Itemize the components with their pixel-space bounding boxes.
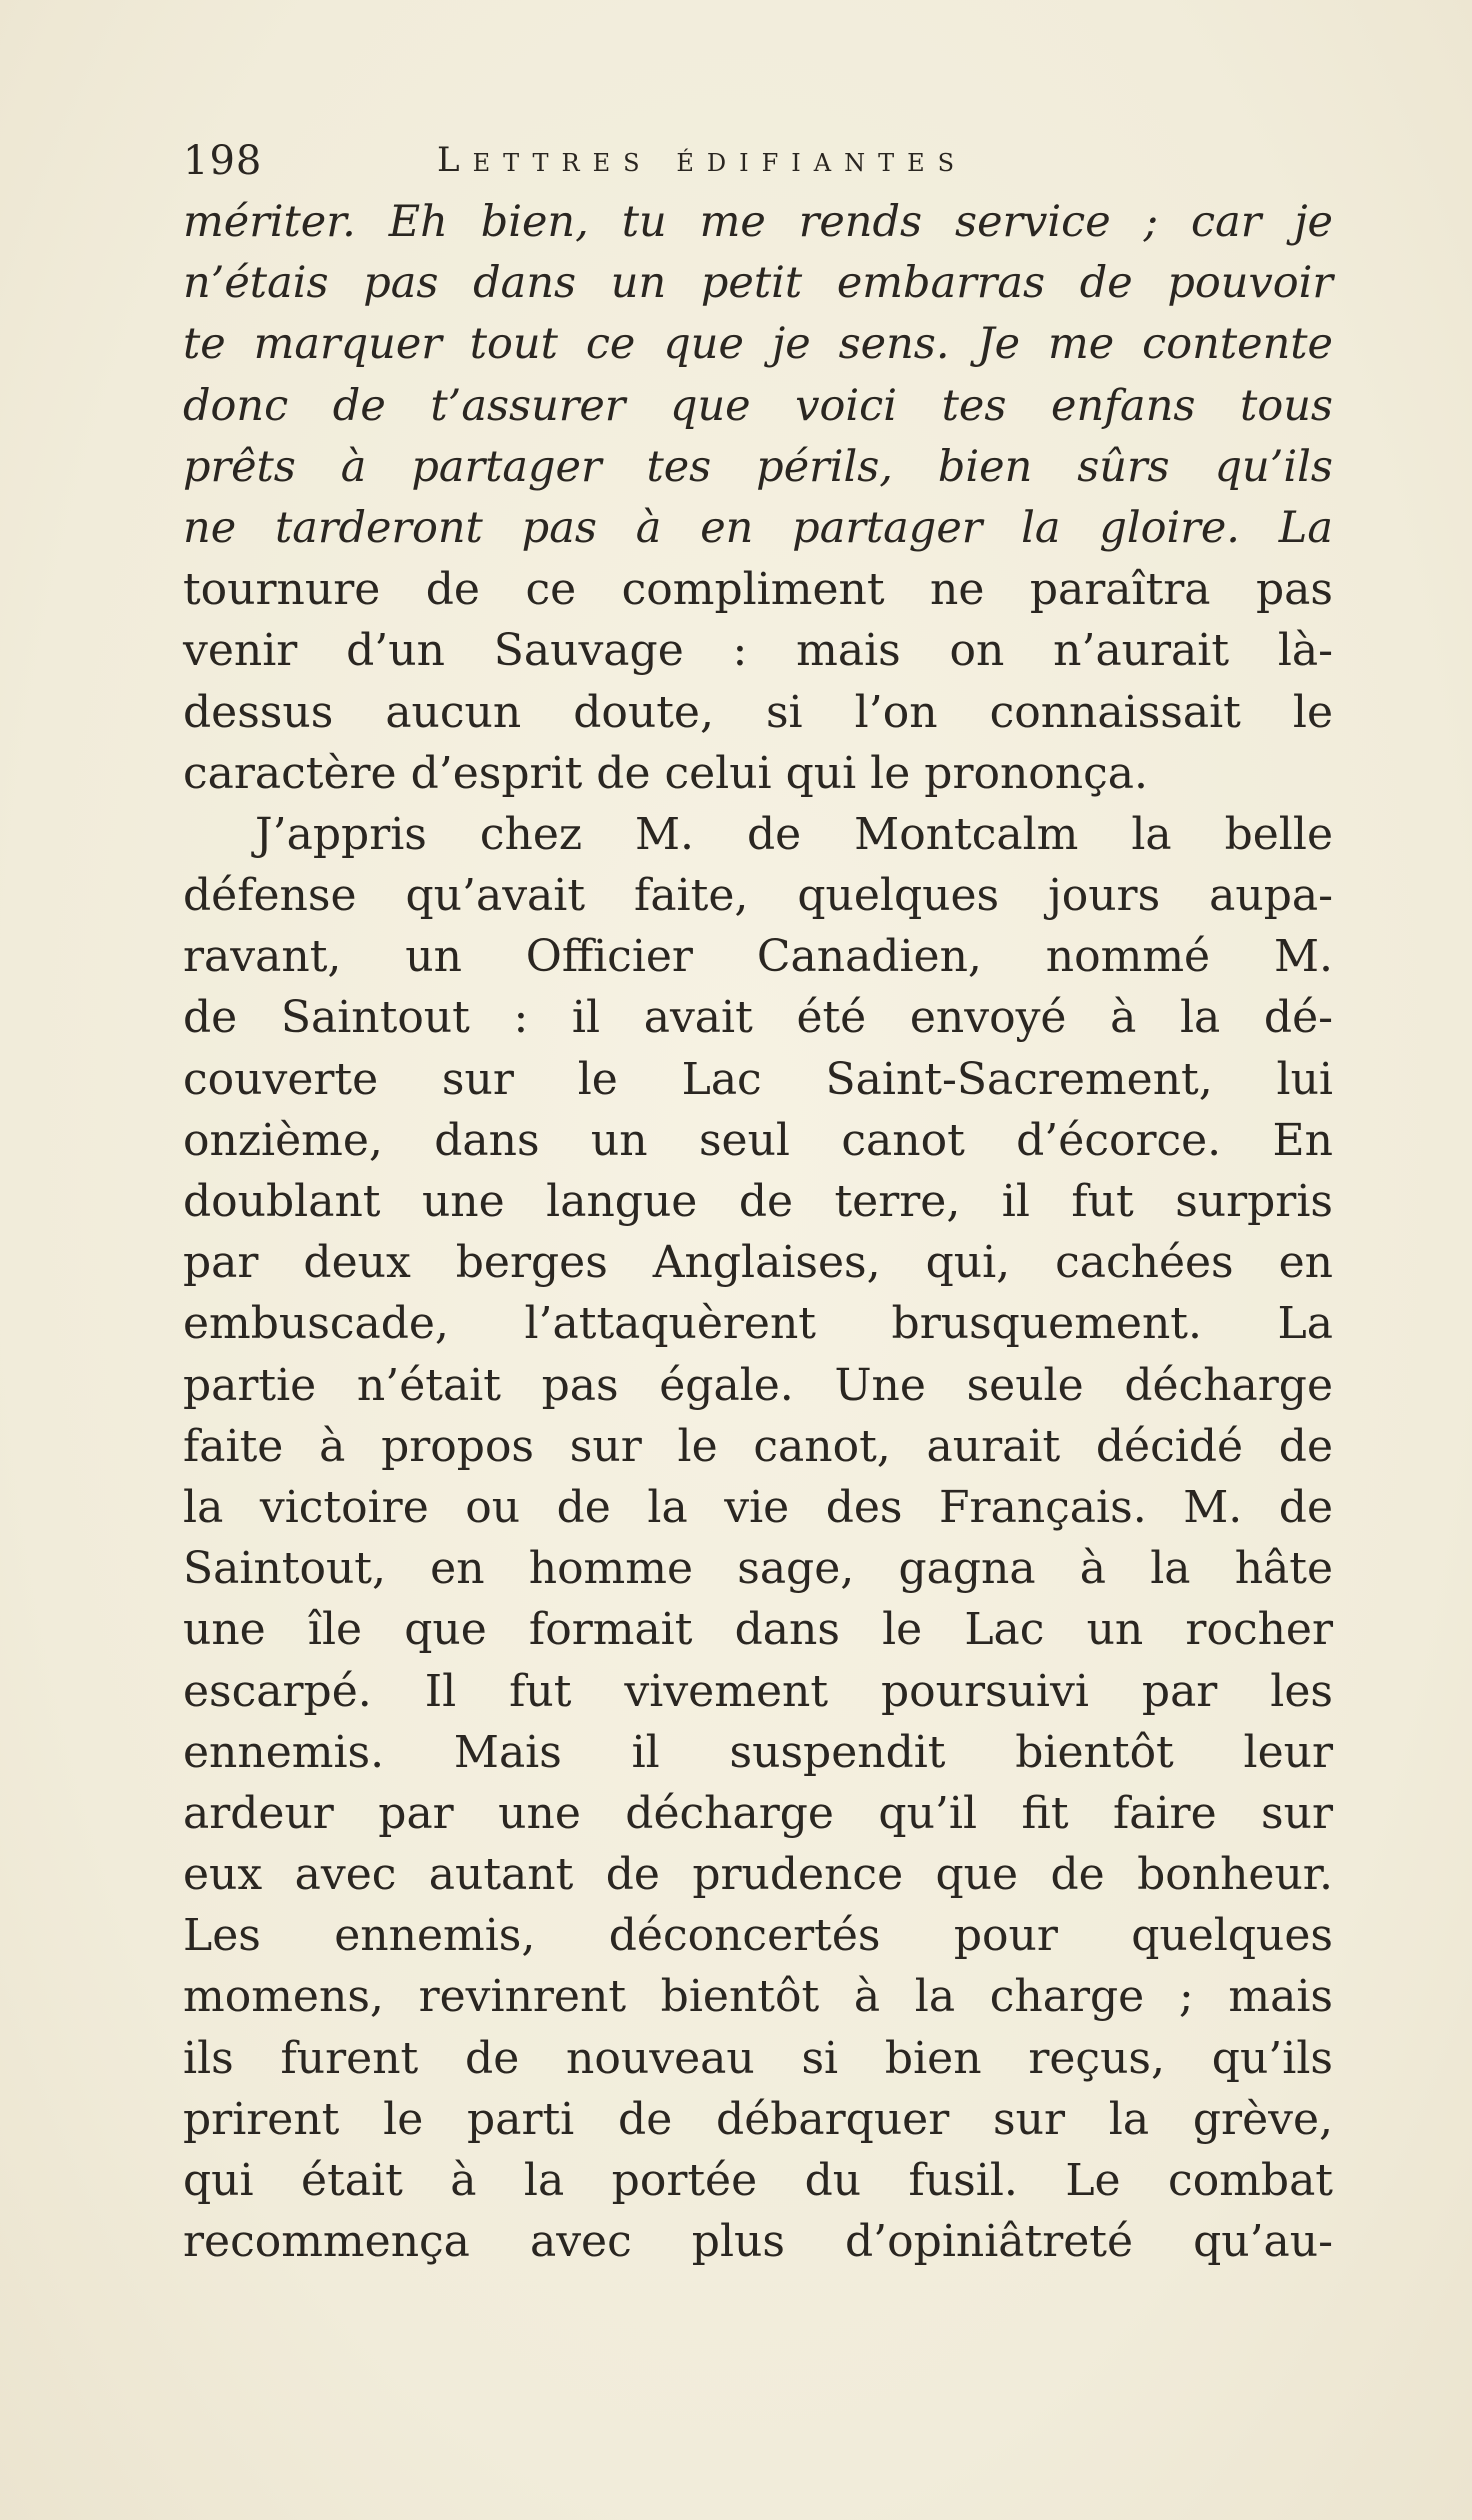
text-line: Les ennemis, déconcertés pour quelques [183, 1910, 1333, 1962]
text-line: partie n’était pas égale. Une seule décharge [183, 1359, 1333, 1411]
text-line: caractère d’esprit de celui qui le prononça. [183, 747, 1148, 799]
text-line: défense qu’avait faite, quelques jours aupa- [183, 870, 1333, 922]
text-line: doublant une langue de terre, il fut surpris [183, 1176, 1333, 1227]
text-line: te marquer tout ce que je sens. Je me contente [183, 319, 1333, 370]
page-number: 198 [183, 138, 263, 184]
text-line: une île que formait dans le Lac un rocher [183, 1604, 1333, 1656]
text-line: venir d’un Sauvage : mais on n’aurait là- [183, 625, 1333, 677]
text-line: ne tarderont pas à en partager la gloire. La [183, 502, 1333, 553]
text-line: prêts à partager tes périls, bien sûrs qu’ils [183, 441, 1333, 492]
text-line: par deux berges Anglaises, qui, cachées en [183, 1237, 1333, 1289]
text-line: embuscade, l’attaquèrent brusquement. La [183, 1298, 1333, 1350]
text-line: tournure de ce compliment ne paraîtra pas [183, 564, 1333, 616]
text-line: faite à propos sur le canot, aurait décidé de [183, 1420, 1333, 1472]
text-line: prirent le parti de débarquer sur la grève, [183, 2093, 1333, 2145]
text-line: recommença avec plus d’opiniâtreté qu’au- [183, 2216, 1333, 2268]
text-line: ardeur par une décharge qu’il fit faire sur [183, 1787, 1333, 1839]
text-line: momens, revinrent bientôt à la charge ; mais [183, 1971, 1333, 2023]
text-line: J’appris chez M. de Montcalm la belle [255, 808, 1333, 860]
body-text [183, 192, 1333, 2272]
text-line: Saintout, en homme sage, gagna à la hâte [183, 1543, 1333, 1595]
text-line: ravant, un Officier Canadien, nommé M. [183, 931, 1333, 983]
text-line: onzième, dans un seul canot d’écorce. En [183, 1114, 1333, 1166]
text-line: ils furent de nouveau si bien reçus, qu’ils [183, 2032, 1333, 2084]
text-line: la victoire ou de la vie des Français. M. de [183, 1481, 1333, 1533]
text-line: n’étais pas dans un petit embarras de pouvoir [183, 258, 1333, 309]
text-line: donc de t’assurer que voici tes enfans tous [183, 380, 1333, 431]
text-line: couverte sur le Lac Saint-Sacrement, lui [183, 1053, 1333, 1105]
text-line: de Saintout : il avait été envoyé à la dé- [183, 992, 1333, 1044]
running-title: Lettres édifiantes [437, 140, 968, 180]
text-line: eux avec autant de prudence que de bonheur. [183, 1849, 1333, 1901]
text-line: dessus aucun doute, si l’on connaissait le [183, 686, 1333, 738]
text-line: qui était à la portée du fusil. Le combat [183, 2155, 1333, 2206]
page-header [183, 138, 1083, 188]
text-line: escarpé. Il fut vivement poursuivi par les [183, 1665, 1333, 1717]
text-line: ennemis. Mais il suspendit bientôt leur [183, 1726, 1333, 1778]
text-line: mériter. Eh bien, tu me rends service ; car je [183, 197, 1333, 247]
